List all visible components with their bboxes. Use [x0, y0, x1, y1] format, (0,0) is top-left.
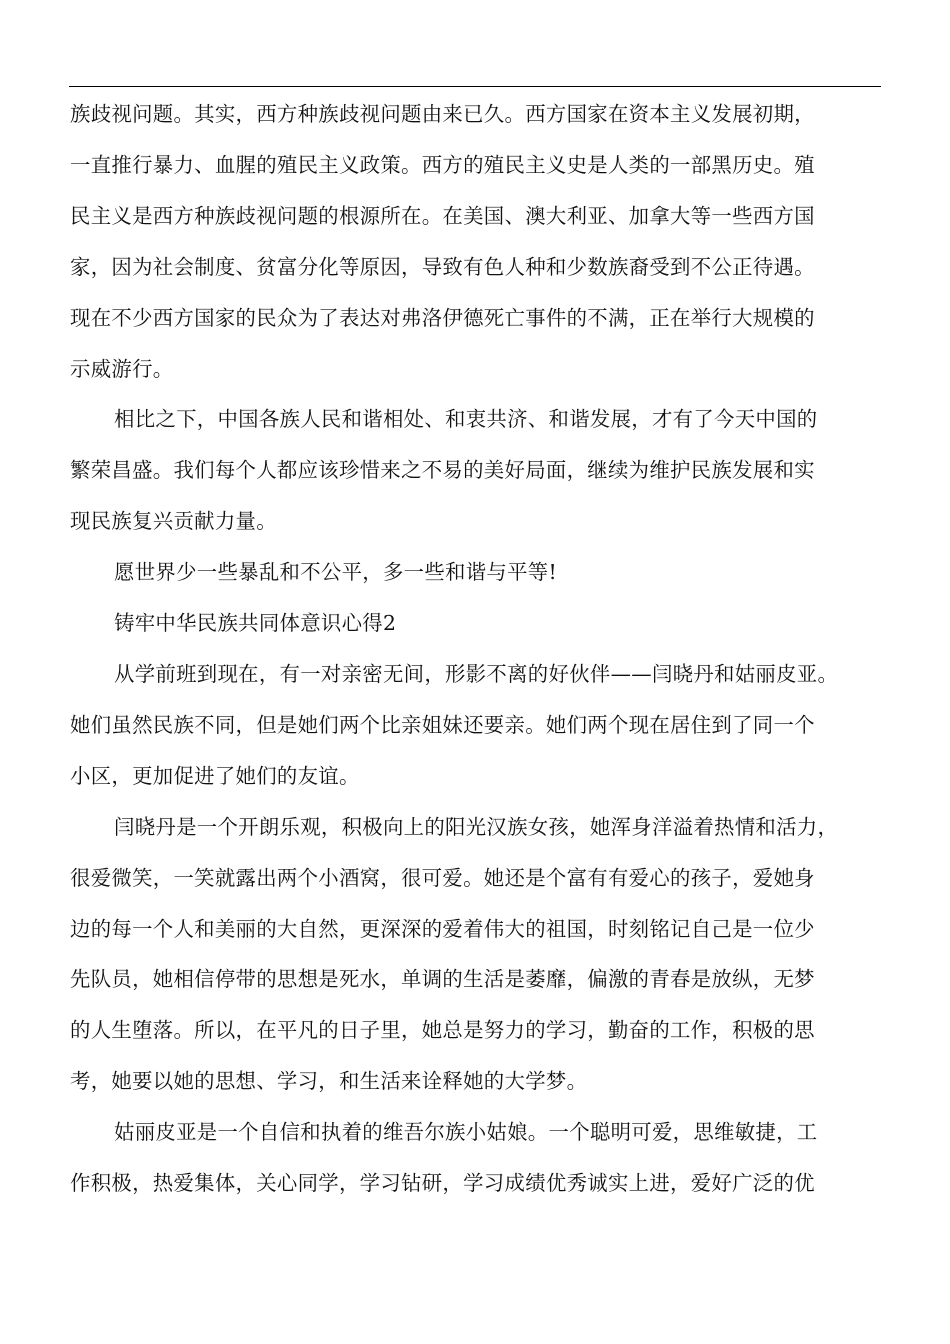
- paragraph: [70, 394, 882, 547]
- paragraph: [70, 89, 882, 394]
- text-line: 从学前班到现在，有一对亲密无间，形影不离的好伙伴——闫晓丹和姑丽皮亚。: [114, 661, 839, 686]
- paragraph: [70, 649, 882, 802]
- text-line: 她们虽然民族不同，但是她们两个比亲姐妹还要亲。她们两个现在居住到了同一个: [70, 712, 815, 737]
- document-body: [70, 89, 882, 1209]
- paragraph: [70, 547, 882, 598]
- text-line: 示威游行。: [70, 356, 174, 381]
- text-line: 铸牢中华民族共同体意识心得2: [114, 611, 397, 636]
- header-rule: [69, 86, 881, 87]
- text-line: 先队员，她相信停带的思想是死水，单调的生活是萎靡，偏激的青春是放纵，无梦: [70, 967, 815, 992]
- text-line: 现在不少西方国家的民众为了表达对弗洛伊德死亡事件的不满，正在举行大规模的: [70, 305, 815, 330]
- text-line: 小区，更加促进了她们的友谊。: [70, 763, 360, 788]
- text-line: 作积极，热爱集体，关心同学，学习钻研，学习成绩优秀诚实上进，爱好广泛的优: [70, 1171, 815, 1196]
- text-line: 考，她要以她的思想、学习，和生活来诠释她的大学梦。: [70, 1069, 588, 1094]
- paragraph: [70, 1107, 882, 1209]
- paragraph: [70, 802, 882, 1107]
- text-line: 繁荣昌盛。我们每个人都应该珍惜来之不易的美好局面，继续为维护民族发展和实: [70, 458, 815, 483]
- text-line: 姑丽皮亚是一个自信和执着的维吾尔族小姑娘。一个聪明可爱，思维敏捷，工: [114, 1120, 818, 1145]
- text-line: 一直推行暴力、血腥的殖民主义政策。西方的殖民主义史是人类的一部黑历史。殖: [70, 152, 815, 177]
- text-line: 的人生堕落。所以，在平凡的日子里，她总是努力的学习，勤奋的工作，积极的思: [70, 1018, 815, 1043]
- text-line: 闫晓丹是一个开朗乐观，积极向上的阳光汉族女孩，她浑身洋溢着热情和活力，: [114, 814, 839, 839]
- text-line: 族歧视问题。其实，西方种族歧视问题由来已久。西方国家在资本主义发展初期，: [70, 102, 815, 126]
- text-line: 相比之下，中国各族人民和谐相处、和衷共济、和谐发展，才有了今天中国的: [114, 407, 818, 432]
- text-line: 现民族复兴贡献力量。: [70, 509, 277, 534]
- text-line: 愿世界少一些暴乱和不公平，多一些和谐与平等!: [114, 560, 557, 585]
- text-line: 家，因为社会制度、贫富分化等原因，导致有色人种和少数族裔受到不公正待遇。: [70, 254, 815, 279]
- text-line: 很爱微笑，一笑就露出两个小酒窝，很可爱。她还是个富有有爱心的孩子，爱她身: [70, 865, 815, 890]
- text-line: 边的每一个人和美丽的大自然，更深深的爱着伟大的祖国，时刻铭记自己是一位少: [70, 916, 815, 941]
- text-line: 民主义是西方种族歧视问题的根源所在。在美国、澳大利亚、加拿大等一些西方国: [70, 203, 815, 228]
- paragraph: [70, 598, 882, 649]
